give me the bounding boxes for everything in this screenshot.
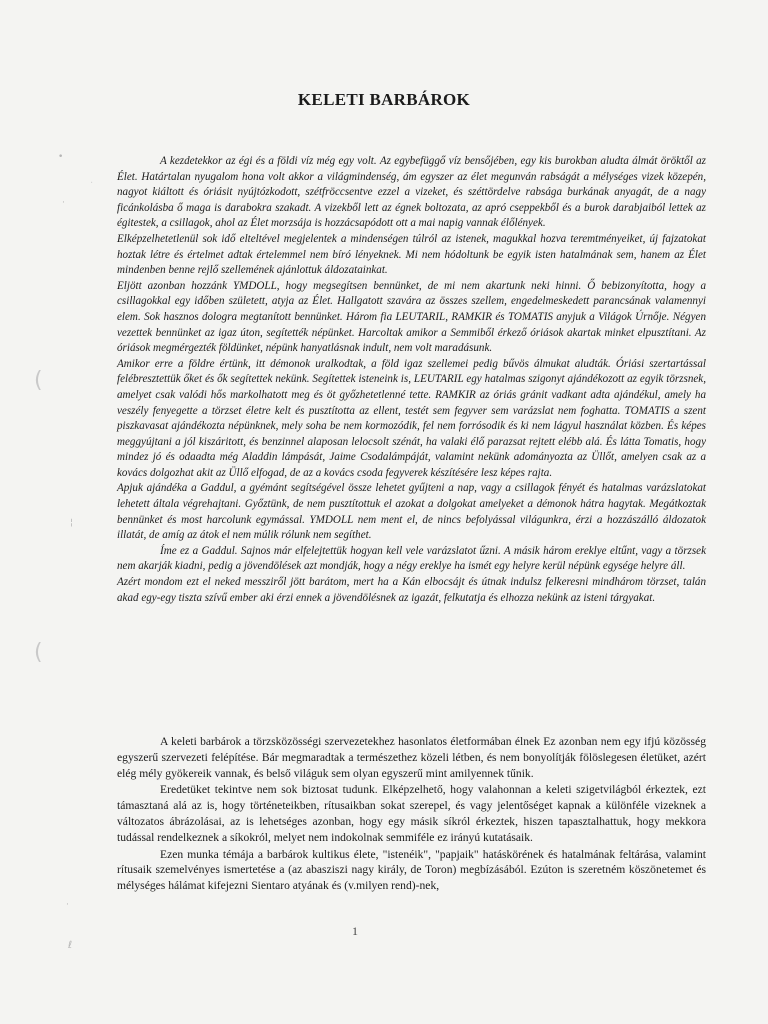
legend-paragraph: Apjuk ajándéka a Gaddul, a gyémánt segítségével össze lehetet gyűjteni a nap, vagy a csillagok fényét és hatalmas varázslatokat lehetett általa végrehajtani. Győztünk, de nem pusztítottuk el azokat a dolgokat amelyeket a démonok hátra hagytak. Megátkoztak bennünket és most harcolunk egymással. YMDOLL nem ment el, de nincs befolyással világunkra, érzi a hozzászálló áldozatok illatát, de amíg az átok el nem múlik rólunk nem segíthet. — [117, 482, 706, 542]
scan-speck: · — [90, 178, 94, 189]
legend-text — [117, 154, 706, 606]
body-paragraph: Eredetüket tekintve nem sok biztosat tudunk. Elképzelhető, hogy valahonnan a keleti szigetvilágból érkeztek, ezt támasztaná alá az is, hogy történeteikben, rítusaikban sokat szerepel, és vagy jelentőséget kapnak a különféle vizeknek a változatos ábrázolásai, az is lehetséges azonban, hogy egy másik síkról érkeztek, hiszen tapasztalhattuk, hogy mekkora tudással rendelkeznek a síkokról, melyet nem indokolnak semmiféle ez irányú kutatásaik. — [117, 783, 706, 844]
legend-paragraph: Amikor erre a földre értünk, itt démonok uralkodtak, a föld igaz szellemei pedig bűvös álmukat aludták. Óriási szertartással felébresztettük őket és ők segítettek nekünk. Segítettek isteneink is, LEUTARIL egy hatalmas szigonyt ajándékozott az egyik törzsnek, amelyet csak valódi hős markolhatott meg és öt győzhetetlenné tette. RAMKIR az óriás gránit vadkant adta ajándékul, amely ha veszély fenyegette a törzset életre kelt és pusztította az ellent, testét sem fegyver sem varázslat nem foghatta. TOMATIS a szent piszkavasat ajándékozta népünknek, mely soha be nem kormozódik, fel nem forrósodik és ki nem lágyul használat közben. És képes meggyújtani a jól kiszáritott, és benzinnel alaposan lelocsolt szénát, ha valaki élő parazsat rejtett elébb alá. És látta Tomatis, hogy mindez jó és odaadta még Aladdin lámpását, Jaime Csodalámpáját, valamint nekünk adományozta az Üllőt, amelyen csak az a kovács dolgozhat akit az Üllő elfogad, de az a kovács csoda fegyverek készítésére lesz képes rajta. — [117, 357, 706, 479]
scan-speck: · — [66, 900, 69, 910]
body-text — [117, 734, 706, 895]
legend-paragraph: Elképzelhetetlenül sok idő elteltével megjelentek a mindenségen túlról az istenek, magukkal hozva teremtményeiket, új fajzatokat hoztak létre és értelmet adtak értelemmel nem bíró lényeknek. Mi nem hódoltunk be egyik isten hatalmának sem, hanem az Élet mindenben benne rejlő szellemének ajánlottuk áldozatainkat. — [117, 232, 706, 277]
body-paragraph: Ezen munka témája a barbárok kultikus élete, "istenéik", "papjaik" hatáskörének és hatalmának feltárása, valamint rítusaik szemelvényes ismertetése a (az abasziszi nagy király, de Toron) megbízásából. Ezúton is szeretném köszönetemet és mélységes hálámat kifejezni Sientaro atyának és (v.milyen rend)-nek, — [117, 847, 706, 893]
legend-paragraph: Azért mondom ezt el neked messziről jött barátom, mert ha a Kán elbocsájt és útnak indulsz felkeresni mindhárom törzset, talán akad egy-egy tiszta szívű ember aki érzi ennek a jövendölésnek az igazát, felkutatja és elhozza nekünk az isteni tárgyakat. — [117, 576, 706, 604]
document-title: KELETI BARBÁROK — [297, 90, 471, 109]
punch-hole-mark: ( — [34, 640, 43, 665]
scan-speck: · — [62, 198, 65, 208]
scan-speck: • — [58, 152, 64, 162]
scan-speck: ¦ — [70, 518, 74, 528]
legend-paragraph: Íme ez a Gaddul. Sajnos már elfelejtettük hogyan kell vele varázslatot űzni. A másik három ereklye eltűnt, vagy a törzsek nem akarják kiadni, pedig a jövendölések azt mondják, hogy a négy ereklye ha ismét egy helyre kerül népünk egysége helyre áll. — [117, 544, 706, 573]
body-paragraph: A keleti barbárok a törzsközösségi szervezetekhez hasonlatos életformában élnek Ez azonban nem egy ifjú közösség egyszerű szervezeti felépítése. Bár megmaradtak a természethez közeli létben, és nem bonyolítják fölöslegesen életüket, azért elég mély gyökereik vannak, és belső világuk sem olyan egyszerű mint amilyennek tűnik. — [117, 735, 706, 780]
legend-paragraph: A kezdetekkor az égi és a földi víz még egy volt. Az egybefüggő víz bensőjében, egy kis burokban aludta álmát öröktől az Élet. Határtalan nyugalom hona volt akkor a világmindenség, ám egyszer az élet megunván rabságát a mélységes vizek közepén, nagyot kiáltott és óriásit nyújtózkodott, szétfröccsentve ezzel a vizeket, és széttördelve rabsága burkának anyagát, de a nagy ficánkolásba ő maga is darabokra szakadt. A vizekből lett az égnek boltozata, az apró cseppekből és a burok darabjaiból lettek az égitestek, a csillagok, ahol az Élet morzsája is hozzácsapódott ott a mai napig vannak élőlények. — [117, 155, 706, 230]
legend-paragraph: Eljött azonban hozzánk YMDOLL, hogy megsegítsen bennünket, de mi nem akartunk neki hinni. Ő bebizonyította, hogy a csillagokkal egy időben született, atyja az Élet. Hallgatott szavára az összes szellem, engedelmeskedett parancsának valamennyi elem. Sok hasznos dologra megtanított bennünket. Három fia LEUTARIL, RAMKIR és TOMATIS anyjuk a Világok Úrnője. Négyen vezettek bennünket az igaz úton, segítették népünket. Harcoltak amikor a Semmiből érkező óriások akartak minket elpusztítani. Az óriások megmérgezték földünket, népünk hanyatlásnak indult, nem volt maradásunk. — [117, 279, 706, 355]
scan-speck: ℓ — [68, 940, 73, 951]
punch-hole-mark: ( — [34, 368, 43, 393]
page-number: 1 — [352, 924, 358, 938]
